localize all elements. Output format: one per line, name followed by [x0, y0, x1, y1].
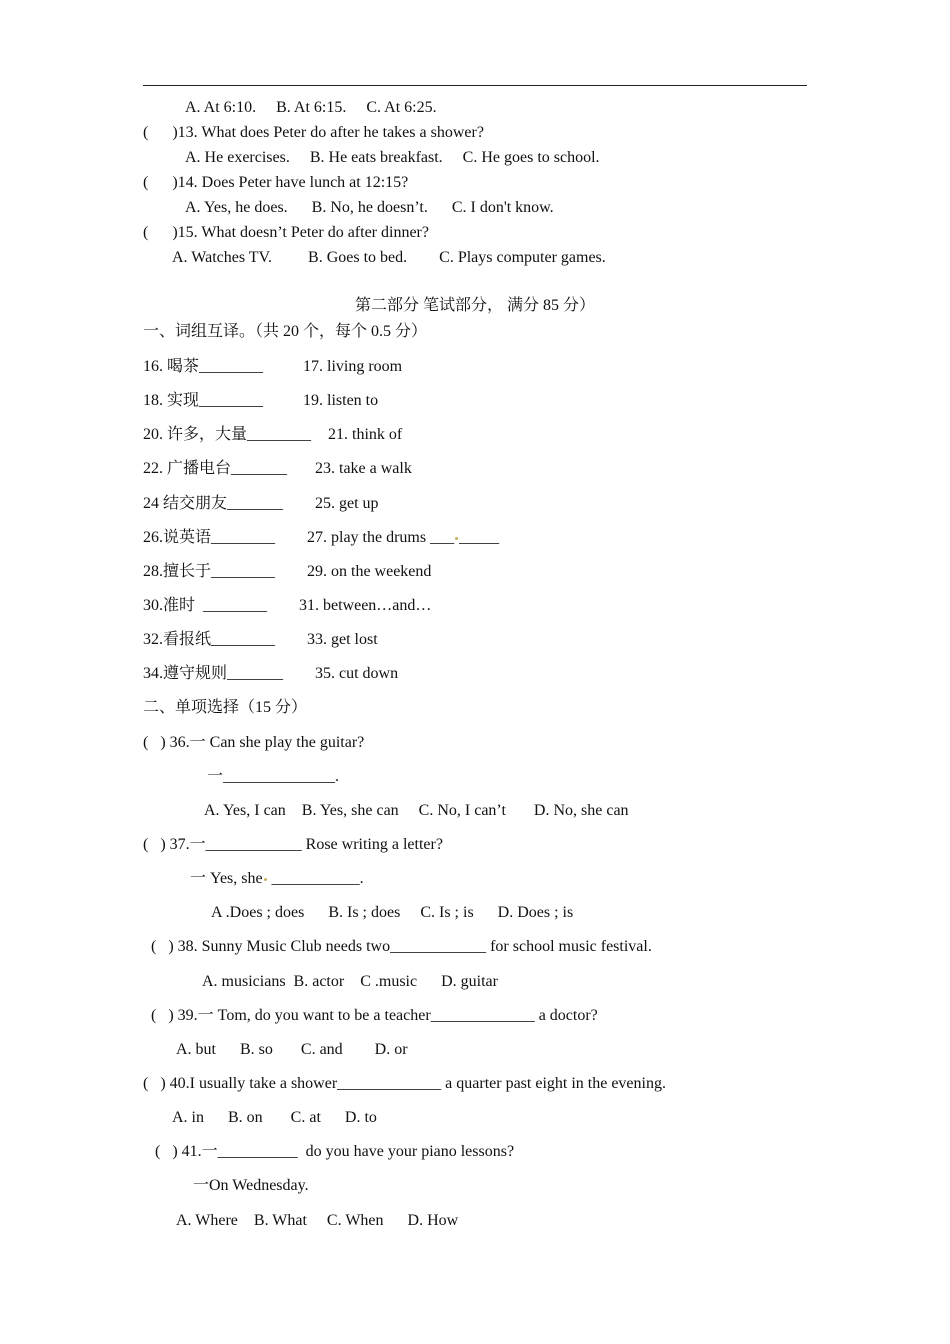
q41-question: ( ) 41.一__________ do you have your piano lessons? — [155, 1143, 515, 1160]
stray-dot — [455, 537, 458, 540]
phrase-item: 25. get up — [315, 495, 379, 512]
q38-question: ( ) 38. Sunny Music Club needs two____________ for school music festival. — [151, 938, 652, 955]
phrase-item: 19. listen to — [303, 392, 379, 409]
q15-question: ( )15. What doesn’t Peter do after dinner? — [143, 224, 429, 241]
q40-options: A. in B. on C. at D. to — [172, 1109, 377, 1126]
part2-title: 第二部分 笔试部分， 满分 85 分） — [354, 297, 595, 314]
q39-options: A. but B. so C. and D. or — [176, 1041, 408, 1058]
phrase-item: 22. 广播电台_______ — [143, 460, 288, 477]
q37-question: ( ) 37.一____________ Rose writing a letter? — [143, 836, 443, 853]
phrase-text: 27. play the drums ___ — [307, 529, 455, 546]
stray-dot — [264, 878, 267, 881]
phrase-item: 32.看报纸________ — [143, 631, 276, 648]
q41-answer: 一On Wednesday. — [193, 1177, 309, 1194]
phrase-item: 18. 实现________ — [143, 392, 264, 409]
phrase-item — [307, 528, 499, 548]
q13-question: ( )13. What does Peter do after he takes a shower? — [143, 124, 484, 141]
q40-question: ( ) 40.I usually take a shower_____________ a quarter past eight in the evening. — [143, 1075, 666, 1092]
q37-answer-blank: ___________. — [267, 870, 364, 887]
q39-question: ( ) 39.一 Tom, do you want to be a teacher_____________ a doctor? — [151, 1007, 598, 1024]
phrase-item: 17. living room — [303, 358, 403, 375]
q36-answer: 一______________. — [207, 768, 340, 785]
q38-options: A. musicians B. actor C .music D. guitar — [202, 973, 498, 990]
q41-options: A. Where B. What C. When D. How — [176, 1212, 459, 1229]
phrase-item: 35. cut down — [315, 665, 399, 682]
q37-answer-text: 一 Yes, she — [190, 870, 263, 887]
q15-options: A. Watches TV. B. Goes to bed. C. Plays computer games. — [172, 249, 606, 266]
q37-answer — [190, 869, 364, 889]
section1-heading: 一、词组互译。（共 20 个，每个 0.5 分） — [143, 323, 428, 340]
phrase-item: 31. between…and… — [299, 597, 432, 614]
phrase-item: 30.准时 ________ — [143, 597, 268, 614]
phrase-item: 24 结交朋友_______ — [143, 495, 284, 512]
phrase-item: 28.擅长于________ — [143, 563, 276, 580]
section2-heading: 二、单项选择（15 分） — [143, 699, 308, 716]
q14-options: A. Yes, he does. B. No, he doesn’t. C. I don't know. — [185, 199, 554, 216]
phrase-blank: _____ — [459, 529, 500, 546]
q13-options: A. He exercises. B. He eats breakfast. C. He goes to school. — [185, 149, 600, 166]
phrase-item: 23. take a walk — [315, 460, 412, 477]
phrase-item: 16. 喝茶________ — [143, 358, 264, 375]
phrase-item: 33. get lost — [307, 631, 378, 648]
phrase-item: 26.说英语________ — [143, 529, 276, 546]
q14-question: ( )14. Does Peter have lunch at 12:15? — [143, 174, 409, 191]
phrase-item: 29. on the weekend — [307, 563, 432, 580]
q12-options: A. At 6:10. B. At 6:15. C. At 6:25. — [185, 99, 437, 116]
phrase-item: 20. 许多，大量________ — [143, 426, 312, 443]
q37-options: A .Does ; does B. Is ; does C. Is ; is D. Does ; is — [211, 904, 574, 921]
q36-options: A. Yes, I can B. Yes, she can C. No, I can’t D. No, she can — [204, 802, 629, 819]
phrase-item: 34.遵守规则_______ — [143, 665, 284, 682]
phrase-item: 21. think of — [328, 426, 403, 443]
header-rule — [143, 85, 807, 86]
q36-question: ( ) 36.一 Can she play the guitar? — [143, 734, 365, 751]
